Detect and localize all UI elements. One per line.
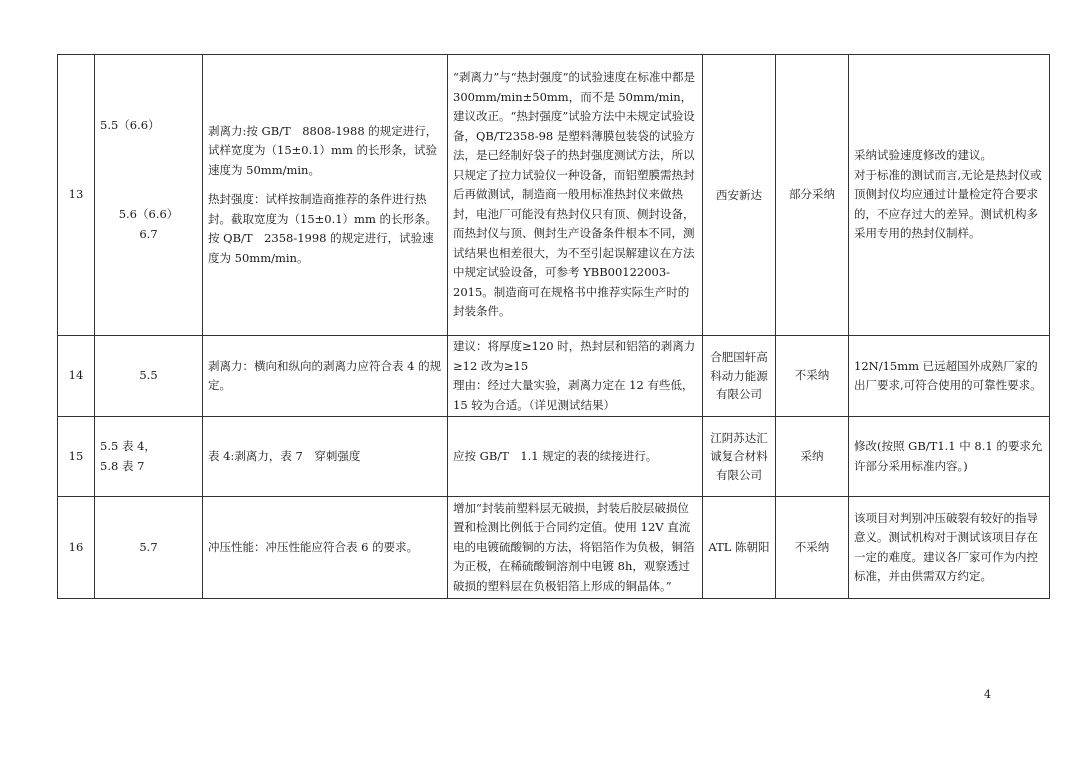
suggestion-paragraph: 建议：将厚度≥120 时，热封层和铝箔的剥离力≥12 改为≥15 bbox=[453, 339, 696, 373]
suggestion-cell: 应按 GB/T 1.1 规定的表的续接进行。 bbox=[448, 417, 703, 497]
content-cell bbox=[203, 55, 448, 336]
submitter-cell: 江阴苏达汇诚复合材料有限公司 bbox=[703, 417, 776, 497]
review-table bbox=[57, 54, 1050, 599]
reason-cell: 该项目对判别冲压破裂有较好的指导意义。测试机构对于测试该项目存在一定的难度。建议各厂家可作为内控标准，并由供需双方约定。 bbox=[849, 497, 1050, 599]
clause-line: 5.5 bbox=[139, 368, 158, 383]
suggestion-cell bbox=[448, 336, 703, 417]
clause-line: 5.5 表 4， bbox=[100, 439, 156, 453]
table-row bbox=[58, 336, 1050, 417]
submitter-cell: 合肥国轩高科动力能源有限公司 bbox=[703, 336, 776, 417]
clause-line: 5.6（6.6） bbox=[118, 207, 179, 222]
status-cell: 不采纳 bbox=[776, 336, 849, 417]
status-cell: 部分采纳 bbox=[776, 55, 849, 336]
content-paragraph: 热封强度：试样按制造商推荐的条件进行热封。截取宽度为（15±0.1）mm 的长形条。按 QB/T 2358-1998 的规定进行，试验速度为 50mm/min。 bbox=[208, 192, 438, 265]
status-cell: 采纳 bbox=[776, 417, 849, 497]
table-row bbox=[58, 55, 1050, 336]
clause-cell bbox=[95, 55, 203, 336]
row-number: 14 bbox=[58, 336, 95, 417]
suggestion-paragraph: “剥离力”与“热封强度”的试验速度在标准中都是 300mm/min±50mm，而不是 50mm/min，建议改正。“热封强度”试验方法中未规定试验设备，QB/T2358-98 是塑料薄膜包装袋的试验方法，是已经制好袋子的热封强度测试方法，所以只规定了拉力试验仪一种设备，而铝塑膜需热封后再做测试，制造商一般用标准热封仪来做热封，电池厂可能没有热封仪只有顶、侧封设备，而热封仪与顶、侧封生产设备条件根本不同，测试结果也相差很大，为不至引起误解建议在方法中规定试验设备，可参考 YBB00122003-2015。制造商可在规格书中推荐实际生产时的封装条件。 bbox=[453, 70, 696, 319]
reason-cell: 12N/15mm 已远超国外成熟厂家的出厂要求,可符合使用的可靠性要求。 bbox=[849, 336, 1050, 417]
reason-cell: 修改(按照 GB/T1.1 中 8.1 的要求允许部分采用标准内容。) bbox=[849, 417, 1050, 497]
suggestion-cell bbox=[448, 55, 703, 336]
table-row bbox=[58, 497, 1050, 599]
content-cell: 表 4:剥离力，表 7 穿刺强度 bbox=[203, 417, 448, 497]
clause-cell bbox=[95, 497, 203, 599]
clause-cell bbox=[95, 417, 203, 497]
row-number: 15 bbox=[58, 417, 95, 497]
clause-cell bbox=[95, 336, 203, 417]
clause-line: 5.7 bbox=[139, 539, 158, 554]
suggestion-cell: 增加“封装前塑料层无破损，封装后胶层破损位置和检测比例低于合同约定值。使用 12V 直流电的电镀硫酸铜的方法，将铝箔作为负极，铜箔为正极，在稀硫酸铜溶剂中电镀 8h，观察透过破损的塑料层在负极铝箔上形成的铜晶体。” bbox=[448, 497, 703, 599]
content-cell: 冲压性能：冲压性能应符合表 6 的要求。 bbox=[203, 497, 448, 599]
row-number: 16 bbox=[58, 497, 95, 599]
suggestion-paragraph: 理由：经过大量实验，剥离力定在 12 有些低，15 较为合适。（详见测试结果） bbox=[453, 378, 694, 412]
submitter-cell: ATL 陈朝阳 bbox=[703, 497, 776, 599]
page-number: 4 bbox=[984, 688, 991, 701]
reason-cell: 采纳试验速度修改的建议。 对于标准的测试而言,无论是热封仪或顶侧封仪均应通过计量检定符合要求的，不应存过大的差异。测试机构多采用专用的热封仪制样。 bbox=[849, 55, 1050, 336]
clause-line: 5.8 表 7 bbox=[100, 458, 145, 473]
clause-line: 5.5（6.6） bbox=[100, 117, 160, 132]
clause-line: 6.7 bbox=[139, 226, 158, 241]
row-number: 13 bbox=[58, 55, 95, 336]
submitter-cell: 西安新达 bbox=[703, 55, 776, 336]
table-row bbox=[58, 417, 1050, 497]
status-cell: 不采纳 bbox=[776, 497, 849, 599]
content-paragraph: 剥离力:按 GB/T 8808-1988 的规定进行，试样宽度为（15±0.1）mm 的长形条，试验速度为 50mm/min。 bbox=[208, 123, 438, 177]
content-cell: 剥离力：横向和纵向的剥离力应符合表 4 的规定。 bbox=[203, 336, 448, 417]
